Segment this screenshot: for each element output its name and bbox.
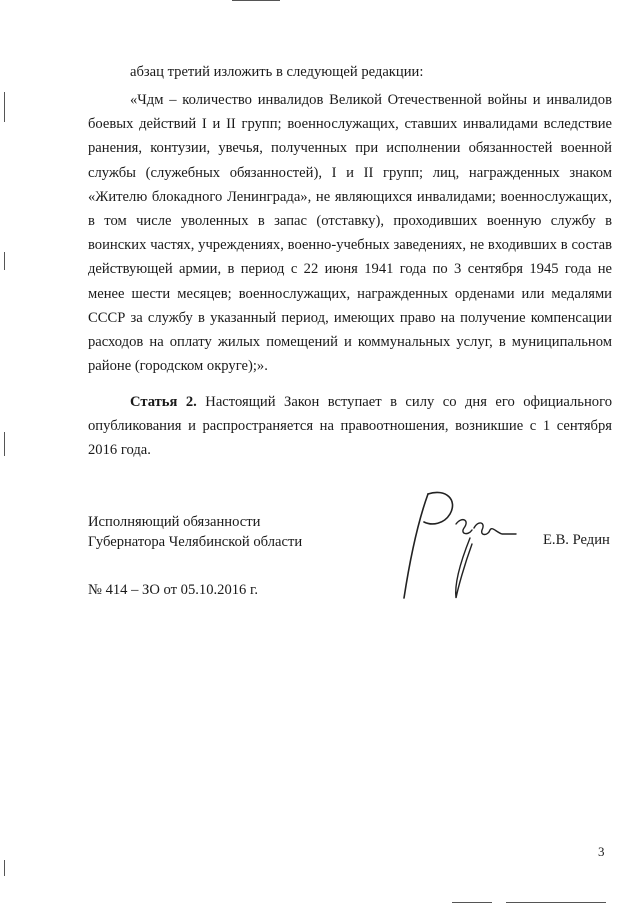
article-text: Настоящий Закон вступает в силу со дня его официального опубликования и распространяется на правоотношения, возникшие с 1 сентября 2016 года. [88,394,612,459]
signer-title-line1: Исполняющий обязанности [88,514,261,530]
article-heading: Статья 2. [130,394,197,410]
article-2-paragraph [88,390,612,463]
quote-paragraph: «Чдм – количество инвалидов Великой Отечественной войны и инвалидов боевых действий I и II групп; военнослужащих, ставших инвалидами вследствие ранения, контузии, увечья, полученных при исполнении обязанностей военной службы (служебных обязанностей), I и II групп; лиц, награжденных знаком «Жителю блокадного Ленинграда», не являющихся инвалидами; военнослужащих, в том числе уволенных в запас (отставку), проходивших военную службу в воинских частях, учреждениях, военно-учебных заведениях, не входивших в состав действующей армии, в период с 22 июня 1941 года по 3 сентября 1945 года не менее шести месяцев; военнослужащих, награжденных орденами или медалями СССР за службу в указанный период, имеющих право на получение компенсации расходов на оплату жилых помещений и коммунальных услуг, в муниципальном районе (городском округе);». [88,92,612,375]
scan-mark-left-3 [4,432,5,456]
scan-mark-top [232,0,280,1]
scan-mark-left-1 [4,92,5,122]
signer-name: Е.В. Редин [543,532,610,548]
signer-title-line2: Губернатора Челябинской области [88,534,303,550]
page-number: 3 [598,844,605,859]
scan-mark-left-4 [4,860,5,876]
scan-mark-bottom-1 [452,902,492,903]
signer-title [88,512,302,552]
scan-mark-bottom-2 [506,902,606,903]
intro-line: абзац третий изложить в следующей редакции: [130,64,424,80]
law-number: № 414 – ЗО от 05.10.2016 г. [88,582,258,598]
scan-mark-left-2 [4,252,5,270]
handwritten-signature-icon [398,486,518,606]
